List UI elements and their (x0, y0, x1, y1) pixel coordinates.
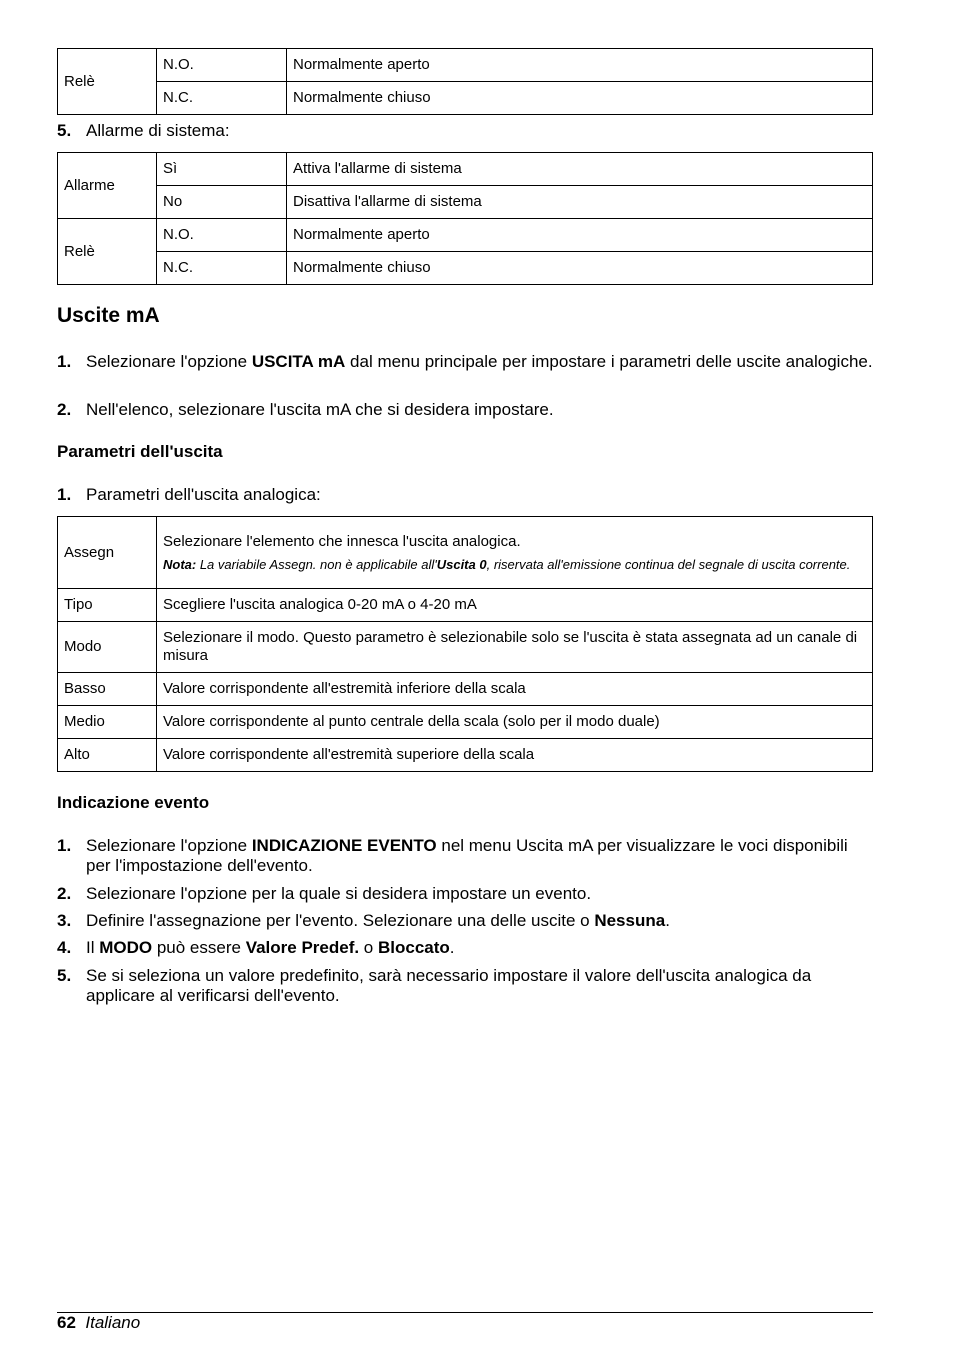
footer-rule (57, 1312, 873, 1313)
params-title: Parametri dell'uscita (57, 442, 223, 461)
alarm-desc: Disattiva l'allarme di sistema (287, 186, 873, 219)
relay-desc: Normalmente chiuso (287, 252, 873, 285)
step-number: 1. (57, 836, 72, 855)
relay-desc: Normalmente chiuso (287, 82, 873, 115)
section-title: Uscite mA (57, 304, 160, 327)
relay-label: Relè (58, 49, 157, 115)
relay-desc: Normalmente aperto (287, 49, 873, 82)
relay-code: N.C. (157, 82, 287, 115)
alarm-code: No (157, 186, 287, 219)
param-desc: Valore corrispondente al punto centrale della scala (solo per il modo duale) (157, 706, 873, 739)
param-desc: Valore corrispondente all'estremità inferiore della scala (157, 673, 873, 706)
step-number: 1. (57, 485, 72, 504)
relay-desc: Normalmente aperto (287, 219, 873, 252)
alarm-label: Allarme (58, 153, 157, 219)
param-label: Modo (58, 622, 157, 673)
params-table (57, 516, 873, 772)
step-text: Allarme di sistema: (86, 121, 230, 140)
step-text: Selezionare l'opzione USCITA mA dal menu principale per impostare i parametri delle uscite analogiche. (86, 352, 873, 371)
menu-option: USCITA mA (251, 352, 346, 371)
param-note: Nota: La variabile Assegn. non è applicabile all'Uscita 0, riservata all'emissione continua del segnale di uscita corrente. (163, 557, 851, 572)
param-desc: Selezionare l'elemento che innesca l'uscita analogica. Nota: La variabile Assegn. non è applicabile all'Uscita 0, riservata all'emissione continua del segnale di uscita corrente. (157, 517, 873, 589)
param-label: Medio (58, 706, 157, 739)
step-number: 2. (57, 884, 72, 903)
param-label: Basso (58, 673, 157, 706)
param-desc: Selezionare il modo. Questo parametro è selezionabile solo se l'uscita è stata assegnata ad un canale di misura (157, 622, 873, 673)
page-number: 62 (57, 1313, 76, 1332)
step-text: Selezionare l'opzione per la quale si desidera impostare un evento. (86, 884, 592, 903)
step-number: 4. (57, 938, 72, 957)
step-text: Definire l'assegnazione per l'evento. Selezionare una delle uscite o Nessuna. (86, 911, 670, 930)
step-text: Se si seleziona un valore predefinito, sarà necessario impostare il valore dell'uscita analogica da applicare al verificarsi dell'evento. (86, 966, 812, 1005)
param-label: Assegn (58, 517, 157, 589)
relay-label: Relè (58, 219, 157, 285)
param-label: Tipo (58, 589, 157, 622)
relay-code: N.O. (157, 49, 287, 82)
alarm-code: Sì (157, 153, 287, 186)
alarm-desc: Attiva l'allarme di sistema (287, 153, 873, 186)
step-number: 3. (57, 911, 72, 930)
relay-code: N.O. (157, 219, 287, 252)
step-number: 2. (57, 400, 72, 419)
footer (57, 1313, 140, 1333)
alarm-table (57, 152, 873, 285)
step-text: Il MODO può essere Valore Predef. o Bloccato. (86, 938, 455, 957)
footer-language: Italiano (85, 1313, 141, 1332)
step-number: 1. (57, 352, 72, 371)
step-text: Nell'elenco, selezionare l'uscita mA che si desidera impostare. (86, 400, 554, 419)
step-number: 5. (57, 966, 72, 985)
step-text: Parametri dell'uscita analogica: (86, 485, 321, 504)
param-desc: Scegliere l'uscita analogica 0-20 mA o 4-20 mA (157, 589, 873, 622)
relay-code: N.C. (157, 252, 287, 285)
param-desc: Valore corrispondente all'estremità superiore della scala (157, 739, 873, 772)
event-title: Indicazione evento (57, 793, 210, 812)
step-number: 5. (57, 121, 72, 140)
step-text: Selezionare l'opzione INDICAZIONE EVENTO nel menu Uscita mA per visualizzare le voci disponibili per l'impostazione dell'evento. (86, 836, 848, 875)
param-label: Alto (58, 739, 157, 772)
relay-table-top (57, 48, 873, 115)
